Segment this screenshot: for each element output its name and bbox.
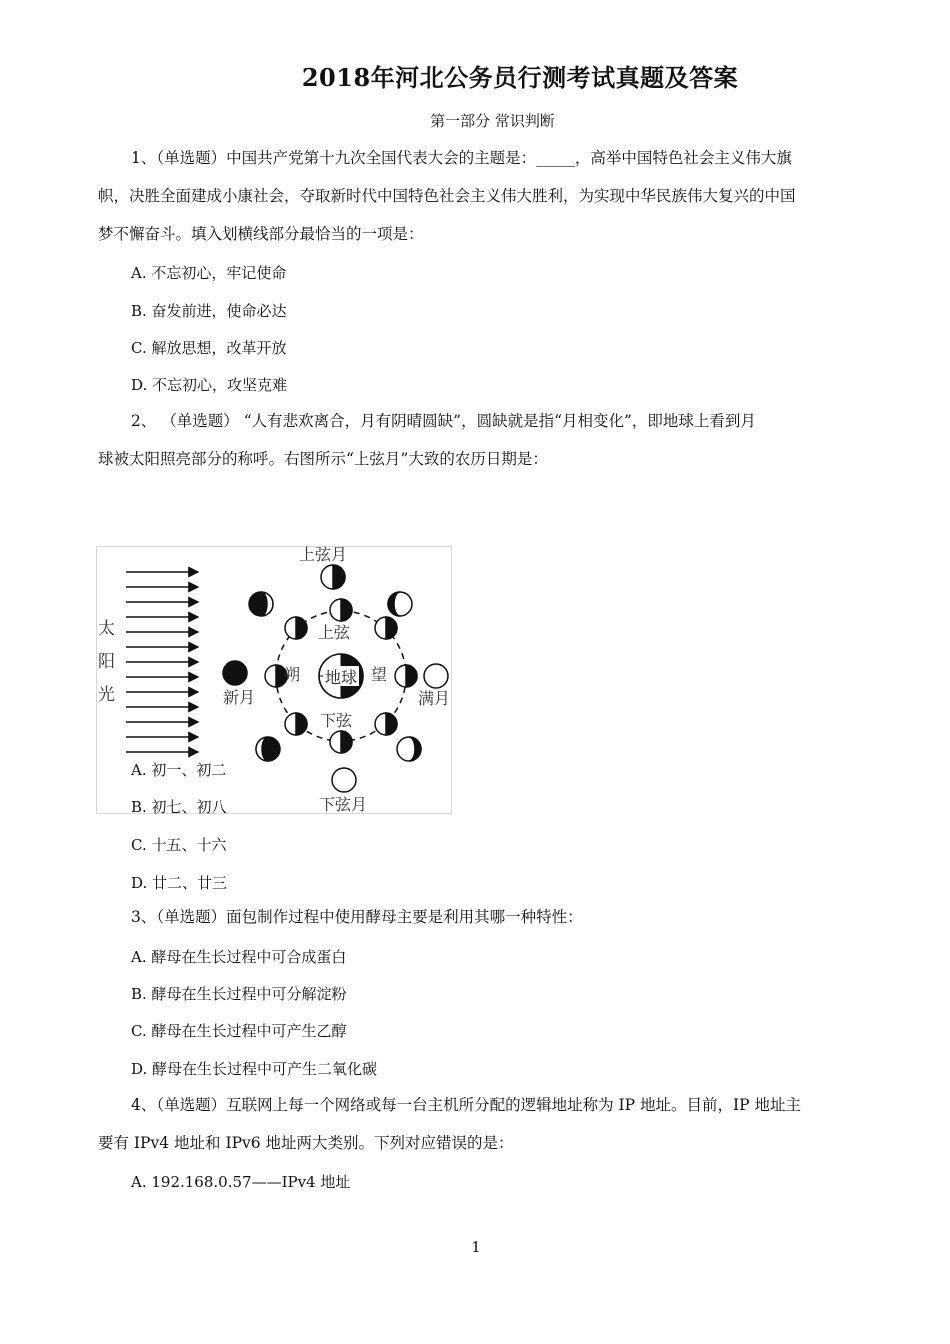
orbit-moon-top [330,599,352,621]
waning-gibbous-icon [397,737,421,761]
waning-crescent-icon [256,737,280,761]
orbit-moon-bottom [330,731,352,753]
waxing-crescent-icon [249,592,273,616]
q1-stem-line-2: 帜，决胜全面建成小康社会，夺取新时代中国特色社会主义伟大胜利，为实现中华民族伟大复兴的中国 [98,187,796,205]
last-quarter-moon-icon [332,768,356,792]
full-moon-icon [424,664,448,688]
q1-option-d: D. 不忘初心，攻坚克难 [131,376,288,394]
sunlight-label-2: 阳 [98,652,115,672]
orbit-moon-top-right [375,617,397,639]
q1-stem-line-1: 1、（单选题）中国共产党第十九次全国代表大会的主题是：_____，高举中国特色社会主义伟大旗 [131,149,792,167]
waxing-gibbous-icon [388,592,412,616]
new-moon-icon [223,661,247,685]
q4-option-a: A. 192.168.0.57——IPv4 地址 [131,1173,351,1191]
label-full: 望 [371,665,388,684]
q2-stem-line-1: 2、 （单选题） “人有悲欢离合，月有阴晴圆缺”，圆缺就是指“月相变化”，即地球上看到月 [131,412,756,430]
q2-option-c: C. 十五、十六 [131,836,227,854]
earth [319,654,363,698]
page-number: 1 [471,1238,481,1256]
label-last-quarter-moon: 下弦月 [319,795,368,814]
q1-option-b: B. 奋发前进，使命必达 [131,302,287,320]
orbit-moon-bottom-right [375,713,397,735]
q2-stem-line-2: 球被太阳照亮部分的称呼。右图所示“上弦月”大致的农历日期是： [98,450,548,468]
orbit-moon-top-left [285,617,307,639]
orbit-moon-bottom-left [285,713,307,735]
label-full-moon: 满月 [418,689,451,708]
q1-option-a: A. 不忘初心，牢记使命 [131,264,287,282]
q3-option-d: D. 酵母在生长过程中可产生二氧化碳 [131,1060,378,1078]
q1-stem-line-3: 梦不懈奋斗。填入划横线部分最恰当的一项是： [98,225,424,243]
q4-stem-line-1: 4、（单选题）互联网上每一个网络或每一台主机所分配的逻辑地址称为 IP 地址。目前，IP 地址主 [131,1096,801,1114]
first-quarter-moon-icon [321,565,345,589]
orbit-moon-right [395,665,417,687]
label-new-moon: 新月 [223,688,256,707]
q3-option-c: C. 酵母在生长过程中可产生乙醇 [131,1022,347,1040]
page-title: 2018年河北公务员行测考试真题及答案 [301,63,739,92]
q2-option-a: A. 初一、初二 [131,761,227,779]
label-first-quarter: 上弦 [318,623,351,642]
q3-option-b: B. 酵母在生长过程中可分解淀粉 [131,985,347,1003]
q2-option-d: D. 廿二、廿三 [131,874,228,892]
label-first-quarter-moon: 上弦月 [299,546,348,564]
q1-option-c: C. 解放思想，改革开放 [131,339,287,357]
q3-option-a: A. 酵母在生长过程中可合成蛋白 [131,948,347,966]
q4-stem-line-2: 要有 IPv4 地址和 IPv6 地址两大类别。下列对应错误的是： [98,1134,514,1152]
q3-stem-line-1: 3、（单选题）面包制作过程中使用酵母主要是利用其哪一种特性： [131,908,583,926]
sunlight-label-1: 太 [98,619,115,639]
label-last-quarter: 下弦 [320,711,353,730]
sunlight-label-3: 光 [98,685,115,705]
q2-option-b: B. 初七、初八 [131,798,227,816]
earth-label: 地球 [325,668,358,687]
label-new: 朔 [284,665,301,684]
section-heading: 第一部分 常识判断 [430,112,555,130]
